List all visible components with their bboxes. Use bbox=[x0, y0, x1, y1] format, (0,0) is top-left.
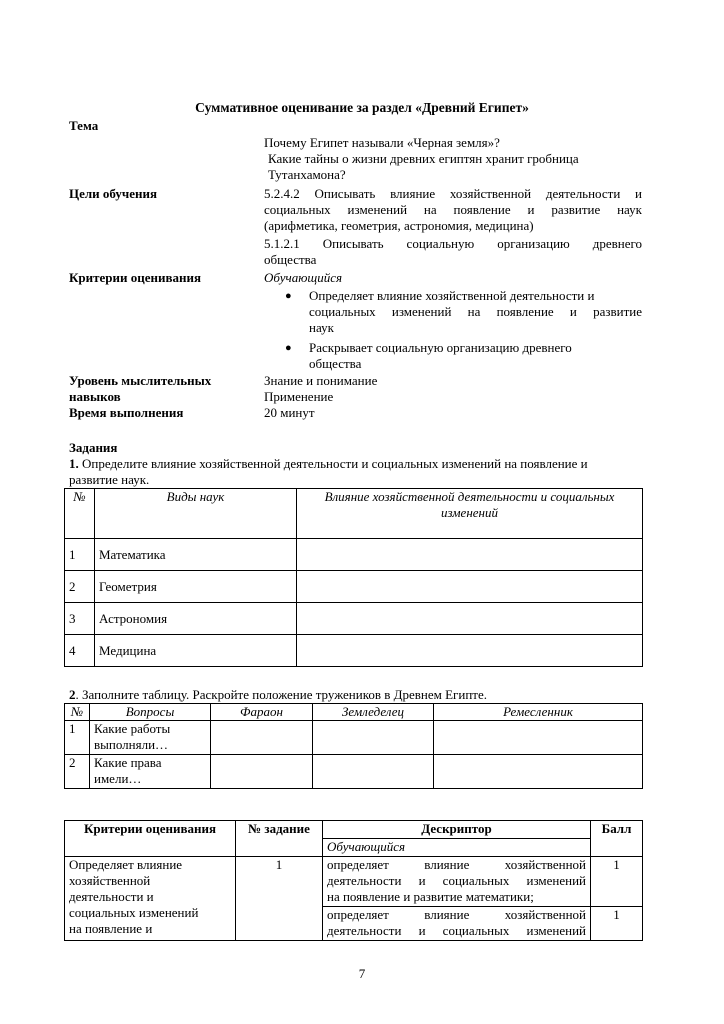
d1-line-1: определяет влияние хозяйственной bbox=[327, 857, 586, 872]
task-num-cell: 1 bbox=[236, 857, 323, 941]
task1-line-2: развитие наук. bbox=[69, 472, 150, 487]
page-number: 7 bbox=[358, 966, 366, 981]
task2-line: . Заполните таблицу. Раскройте положение тружеников в Древнем Египте. bbox=[75, 687, 487, 702]
descriptor-1 bbox=[323, 857, 591, 907]
col-influence-line-1: Влияние хозяйственной деятельности и социальных bbox=[324, 489, 615, 504]
tema-line-3: Тутанхамона? bbox=[268, 167, 346, 182]
crit-line-3: деятельности и bbox=[69, 889, 154, 904]
row-num: 1 bbox=[65, 721, 90, 755]
table-row bbox=[65, 755, 643, 789]
task1-number: 1. bbox=[69, 456, 79, 471]
answer-cell[interactable] bbox=[211, 721, 313, 755]
skills-label-1: Уровень мыслительных bbox=[69, 373, 212, 388]
skills-value-2: Применение bbox=[264, 389, 334, 404]
col-questions-header: Вопросы bbox=[90, 704, 211, 721]
criteria-b1-line-1: Определяет влияние хозяйственной деятельности и bbox=[309, 288, 595, 303]
d2-line-2: деятельности и социальных изменений bbox=[327, 923, 586, 938]
crit-line-5: на появление и bbox=[69, 921, 153, 936]
col-descriptor-header: Дескриптор bbox=[323, 821, 591, 839]
criteria-bullet-2 bbox=[287, 340, 642, 372]
tema-line-2: Какие тайны о жизни древних египтян хранит гробница bbox=[268, 151, 579, 166]
criteria-cell bbox=[65, 857, 236, 941]
answer-cell[interactable] bbox=[313, 721, 434, 755]
col-farmer-header: Земледелец bbox=[313, 704, 434, 721]
rubric-table bbox=[64, 820, 643, 941]
tema-label: Тема bbox=[69, 118, 99, 133]
task2-number: 2 bbox=[69, 687, 76, 702]
goals-label: Цели обучения bbox=[69, 186, 158, 201]
crit-line-4: социальных изменений bbox=[69, 905, 199, 920]
answer-cell[interactable] bbox=[297, 603, 643, 635]
col-influence-line-2: изменений bbox=[441, 505, 498, 520]
task1-line-1: Определите влияние хозяйственной деятельности и социальных изменений на появление и bbox=[78, 456, 588, 471]
descriptor-subheader: Обучающийся bbox=[323, 839, 591, 857]
criteria-b1-line-3: наук bbox=[309, 320, 334, 335]
table-row bbox=[65, 539, 643, 571]
skills-value-1: Знание и понимание bbox=[264, 373, 378, 388]
score-1: 1 bbox=[591, 857, 643, 907]
answer-cell[interactable] bbox=[297, 635, 643, 667]
d1-line-3: на появление и развитие математики; bbox=[327, 889, 534, 904]
row-num: 2 bbox=[65, 571, 95, 603]
row-num: 2 bbox=[65, 755, 90, 789]
row-num: 3 bbox=[65, 603, 95, 635]
criteria-label: Критерии оценивания bbox=[69, 270, 202, 285]
col-pharaoh-header: Фараон bbox=[211, 704, 313, 721]
question-line-2: имели… bbox=[94, 771, 142, 786]
question-line-1: Какие работы bbox=[94, 721, 171, 736]
bullet-icon: ● bbox=[285, 290, 292, 302]
criteria-b1-line-2: социальных изменений на появление и развитие bbox=[309, 304, 642, 319]
goals-line-5: общества bbox=[264, 252, 317, 267]
col-influence-header bbox=[297, 489, 643, 539]
answer-cell[interactable] bbox=[297, 539, 643, 571]
goals-line-2: социальных изменений на появление и развитие наук bbox=[264, 202, 642, 217]
tema-line-1: Почему Египет называли «Черная земля»? bbox=[264, 135, 500, 150]
table-row bbox=[65, 857, 643, 907]
time-label: Время выполнения bbox=[69, 405, 184, 420]
criteria-intro: Обучающийся bbox=[264, 270, 343, 285]
goals-line-4: 5.1.2.1 Описывать социальную организацию древнего bbox=[264, 236, 642, 251]
score-2: 1 bbox=[591, 907, 643, 941]
row-num: 1 bbox=[65, 539, 95, 571]
col-num-header: № bbox=[65, 489, 95, 539]
col-criteria-header: Критерии оценивания bbox=[65, 821, 236, 857]
tasks-heading: Задания bbox=[69, 440, 118, 455]
row-question bbox=[90, 721, 211, 755]
crit-line-2: хозяйственной bbox=[69, 873, 151, 888]
row-question bbox=[90, 755, 211, 789]
question-line-2: выполняли… bbox=[94, 737, 169, 752]
answer-cell[interactable] bbox=[313, 755, 434, 789]
task2-text bbox=[69, 687, 487, 703]
col-task-header: № задание bbox=[236, 821, 323, 857]
time-value: 20 минут bbox=[264, 405, 315, 420]
task1-text bbox=[69, 456, 588, 472]
page-title: Суммативное оценивание за раздел «Древний Египет» bbox=[195, 100, 529, 115]
criteria-b2-line-1: Раскрывает социальную организацию древнего bbox=[309, 340, 572, 355]
table-row bbox=[65, 635, 643, 667]
d1-line-2: деятельности и социальных изменений bbox=[327, 873, 586, 888]
col-artisan-header: Ремесленник bbox=[434, 704, 643, 721]
answer-cell[interactable] bbox=[434, 721, 643, 755]
criteria-b2-line-2: общества bbox=[309, 356, 362, 371]
goals-line-3: (арифметика, геометрия, астрономия, медицина) bbox=[264, 218, 534, 233]
crit-line-1: Определяет влияние bbox=[69, 857, 183, 872]
answer-cell[interactable] bbox=[297, 571, 643, 603]
skills-label-2: навыков bbox=[69, 389, 121, 404]
descriptor-2 bbox=[323, 907, 591, 941]
col-num-header: № bbox=[65, 704, 90, 721]
table-row bbox=[65, 603, 643, 635]
table-row bbox=[65, 721, 643, 755]
row-science: Математика bbox=[95, 539, 297, 571]
col-kinds-header: Виды наук bbox=[95, 489, 297, 539]
row-science: Медицина bbox=[95, 635, 297, 667]
answer-cell[interactable] bbox=[434, 755, 643, 789]
row-science: Астрономия bbox=[95, 603, 297, 635]
criteria-bullet-1 bbox=[287, 288, 642, 336]
question-line-1: Какие права bbox=[94, 755, 162, 770]
row-science: Геометрия bbox=[95, 571, 297, 603]
bullet-icon: ● bbox=[285, 342, 292, 354]
answer-cell[interactable] bbox=[211, 755, 313, 789]
sciences-table bbox=[64, 488, 643, 667]
table-row bbox=[65, 571, 643, 603]
d2-line-1: определяет влияние хозяйственной bbox=[327, 907, 586, 922]
row-num: 4 bbox=[65, 635, 95, 667]
col-score-header: Балл bbox=[591, 821, 643, 857]
workers-table bbox=[64, 703, 643, 789]
goals-line-1: 5.2.4.2 Описывать влияние хозяйственной деятельности и bbox=[264, 186, 642, 201]
